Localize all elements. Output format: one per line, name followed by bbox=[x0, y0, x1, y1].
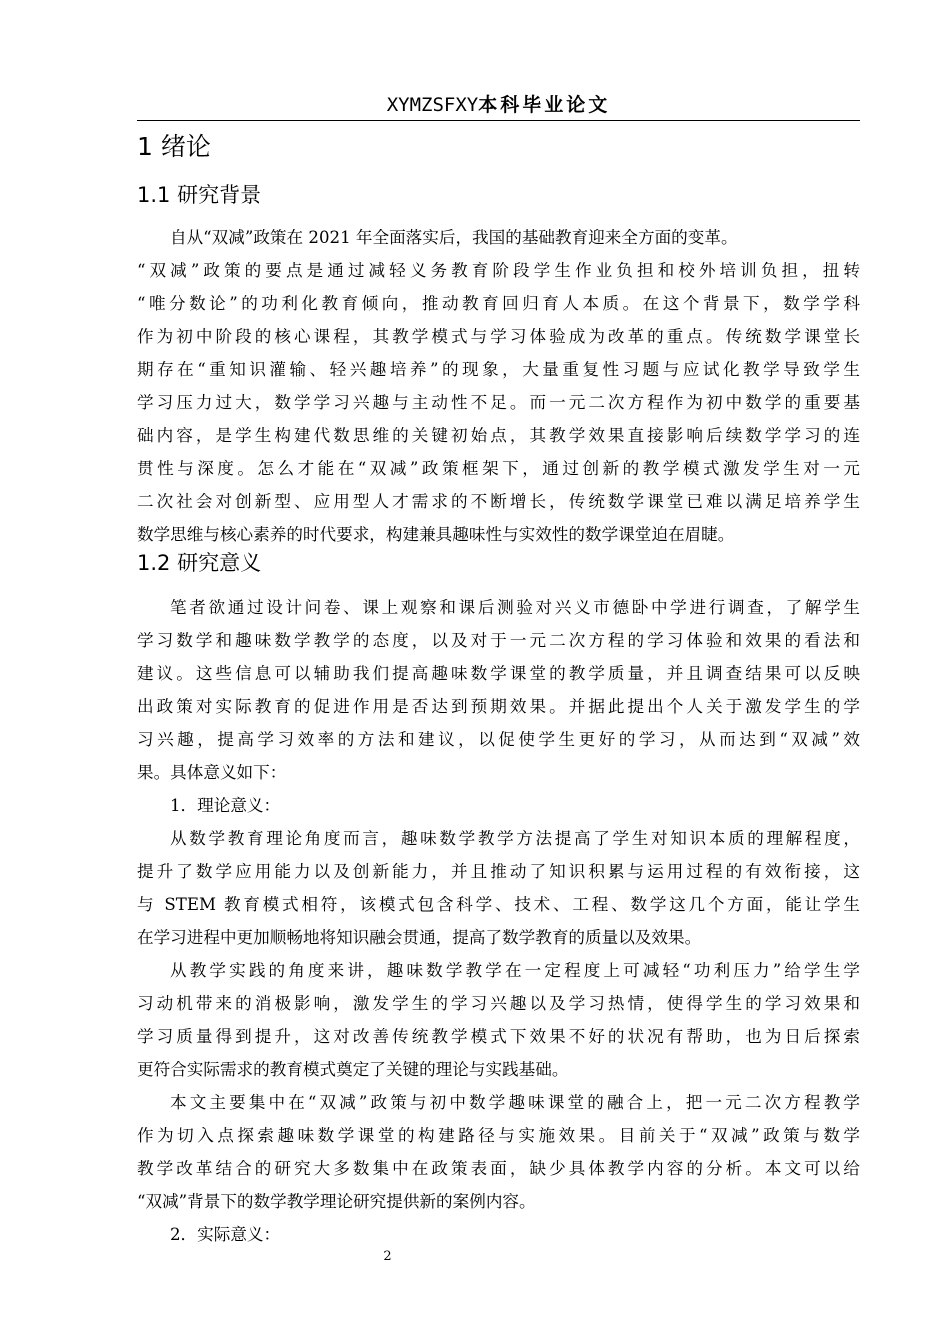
paragraph-line: 在学习进程中更加顺畅地将知识融会贯通，提高了数学教育的质量以及效果。 bbox=[137, 928, 702, 947]
paragraph-line: “唯分数论”的功利化教育倾向，推动教育回归育人本质。在这个背景下，数学学科 bbox=[137, 294, 860, 313]
header-school-code: XYMZSFXY bbox=[386, 94, 479, 116]
paragraph-line: 本文主要集中在“双减”政策与初中数学趣味课堂的融合上，把一元二次方程教学 bbox=[170, 1093, 860, 1112]
paragraph-line: 教学改革结合的研究大多数集中在政策表面，缺少具体教学内容的分析。本文可以给 bbox=[137, 1159, 860, 1178]
paragraph-line: 数学思维与核心素养的时代要求，构建兼具趣味性与实效性的数学课堂迫在眉睫。 bbox=[137, 525, 735, 544]
running-header bbox=[137, 90, 860, 121]
chapter-title: 1 绪论 bbox=[137, 132, 211, 161]
list-item-label: 2．实际意义： bbox=[170, 1225, 281, 1244]
paragraph-line: 础内容，是学生构建代数思维的关键初始点，其教学效果直接影响后续数学学习的连 bbox=[137, 426, 860, 445]
paragraph-line: 贯性与深度。怎么才能在“双减”政策框架下，通过创新的教学模式激发学生对一元 bbox=[137, 459, 860, 478]
paragraph-line: 笔者欲通过设计问卷、课上观察和课后测验对兴义市德卧中学进行调查，了解学生 bbox=[170, 598, 860, 617]
section-title-significance: 1.2 研究意义 bbox=[137, 551, 262, 575]
paragraph-line: 习兴趣，提高学习效率的方法和建议，以促使学生更好的学习，从而达到“双减”效 bbox=[137, 730, 860, 749]
paragraph-line: 二次社会对创新型、应用型人才需求的不断增长，传统数学课堂已难以满足培养学生 bbox=[137, 492, 860, 511]
paragraph-line: 更符合实际需求的教育模式奠定了关键的理论与实践基础。 bbox=[137, 1060, 569, 1079]
list-item-label: 1．理论意义： bbox=[170, 796, 281, 815]
paragraph-line: 自从“双减”政策在 2021 年全面落实后，我国的基础教育迎来全方面的变革。 bbox=[170, 228, 738, 247]
paragraph-line: 学习压力过大，数学学习兴趣与主动性不足。而一元二次方程作为初中数学的重要基 bbox=[137, 393, 860, 412]
paragraph-line: 学习数学和趣味数学教学的态度，以及对于一元二次方程的学习体验和效果的看法和 bbox=[137, 631, 860, 650]
paragraph-line: 从教学实践的角度来讲，趣味数学教学在一定程度上可减轻“功利压力”给学生学 bbox=[170, 961, 860, 980]
page-number: 2 bbox=[383, 1249, 392, 1264]
paragraph-line: 提升了数学应用能力以及创新能力，并且推动了知识积累与运用过程的有效衔接，这 bbox=[137, 862, 860, 881]
paragraph-line: 建议。这些信息可以辅助我们提高趣味数学课堂的教学质量，并且调查结果可以反映 bbox=[137, 664, 860, 683]
paragraph-line: 学习质量得到提升，这对改善传统教学模式下效果不好的状况有帮助，也为日后探索 bbox=[137, 1027, 860, 1046]
paragraph-line: 与 STEM 教育模式相符，该模式包含科学、技术、工程、数学这几个方面，能让学生 bbox=[137, 895, 860, 914]
paragraph-line: 期存在“重知识灌输、轻兴趣培养”的现象，大量重复性习题与应试化教学导致学生 bbox=[137, 360, 860, 379]
paragraph-line: 作为初中阶段的核心课程，其教学模式与学习体验成为改革的重点。传统数学课堂长 bbox=[137, 327, 860, 346]
paragraph-line: 果。具体意义如下： bbox=[137, 763, 287, 782]
paragraph-line: “双减”背景下的数学教学理论研究提供新的案例内容。 bbox=[137, 1192, 536, 1211]
paragraph-line: 习动机带来的消极影响，激发学生的学习兴趣以及学习热情，使得学生的学习效果和 bbox=[137, 994, 860, 1013]
paragraph-line: 出政策对实际教育的促进作用是否达到预期效果。并据此提出个人关于激发学生的学 bbox=[137, 697, 860, 716]
paragraph-line: 从数学教育理论角度而言，趣味数学教学方法提高了学生对知识本质的理解程度， bbox=[170, 829, 860, 848]
header-thesis-label: 本科毕业论文 bbox=[478, 94, 611, 116]
section-title-background: 1.1 研究背景 bbox=[137, 183, 262, 207]
paragraph-line: 作为切入点探索趣味数学课堂的构建路径与实施效果。目前关于“双减”政策与数学 bbox=[137, 1126, 860, 1145]
paragraph-line: “双减”政策的要点是通过减轻义务教育阶段学生作业负担和校外培训负担，扭转 bbox=[137, 261, 860, 280]
